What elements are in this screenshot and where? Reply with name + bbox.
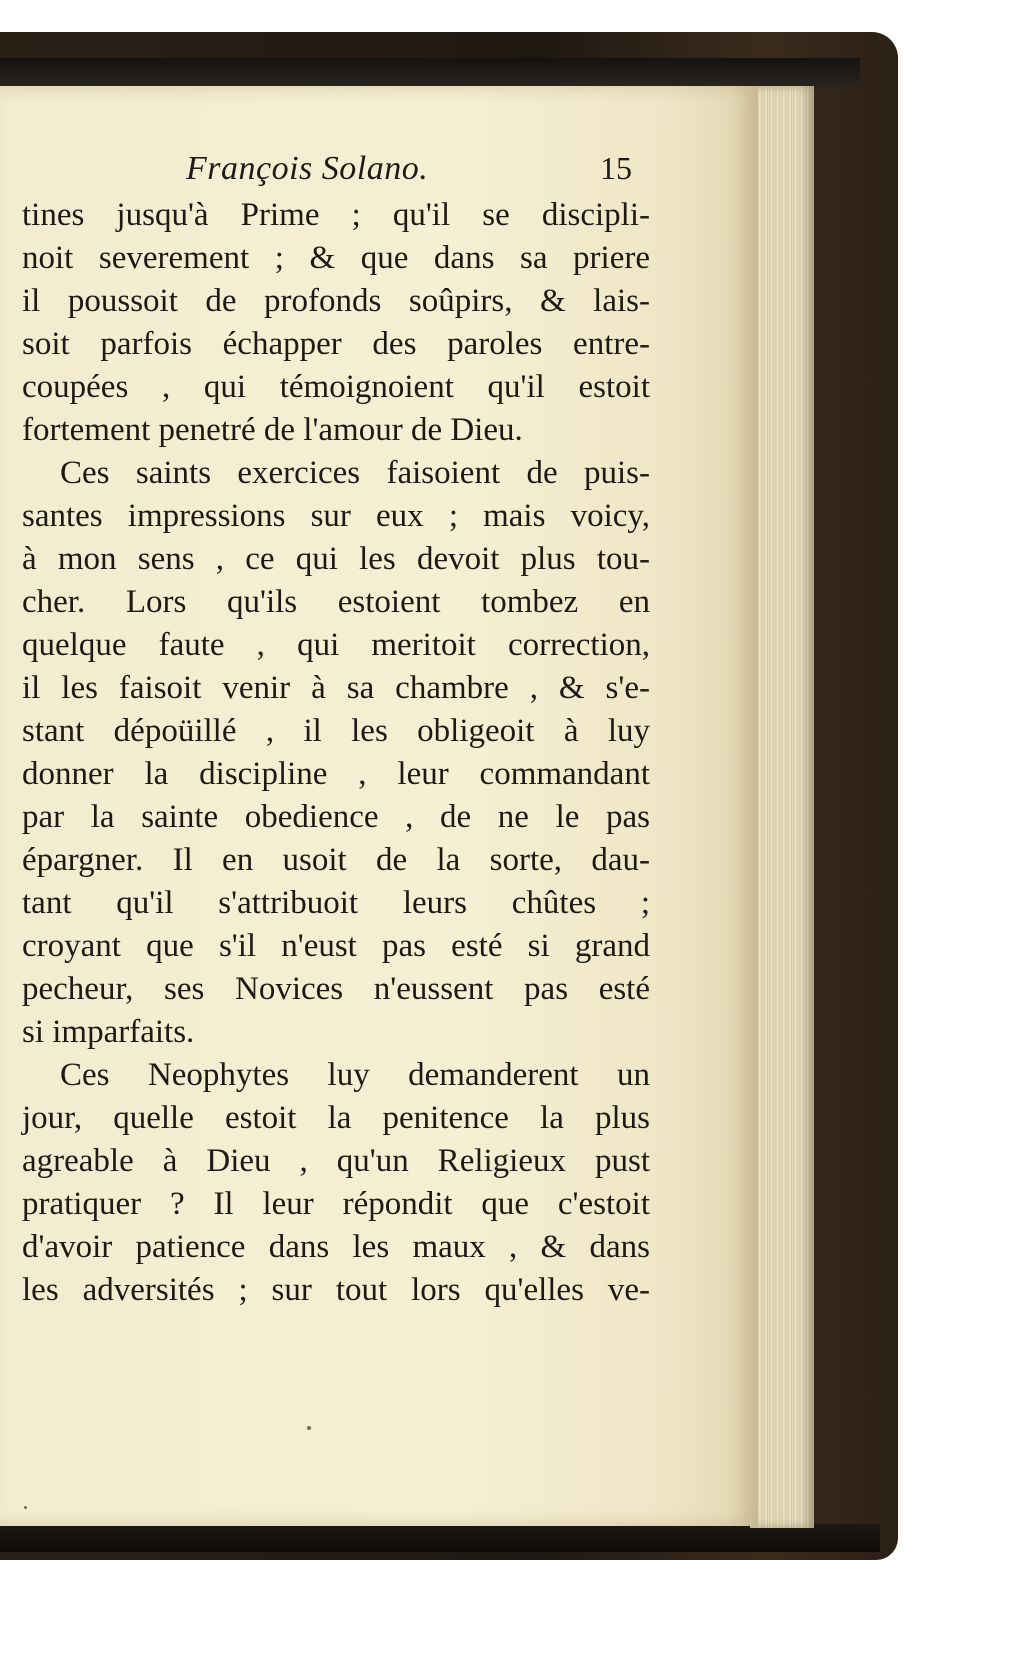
text-line: donner la discipline , leur commandant (22, 756, 650, 792)
paper-speck (307, 1426, 311, 1430)
text-line: Ces saints exercices faisoient de puis- (60, 455, 650, 491)
page-fore-edge (750, 86, 814, 1528)
running-title: François Solano. (186, 150, 429, 187)
book-cover-bottom-edge (0, 1524, 880, 1552)
text-line: pratiquer ? Il leur répondit que c'estoit (22, 1186, 650, 1222)
paragraph (22, 452, 650, 1054)
text-line: santes impressions sur eux ; mais voicy, (22, 498, 650, 534)
body-text (22, 194, 650, 1312)
text-line: croyant que s'il n'eust pas esté si grand (22, 928, 650, 964)
text-line: cher. Lors qu'ils estoient tombez en (22, 584, 650, 620)
text-line: noit severement ; & que dans sa priere (22, 240, 650, 276)
text-line: d'avoir patience dans les maux , & dans (22, 1229, 650, 1265)
text-line: jour, quelle estoit la penitence la plus (22, 1100, 650, 1136)
page-header (0, 150, 640, 198)
text-line: quelque faute , qui meritoit correction, (22, 627, 650, 663)
text-line: coupées , qui témoignoient qu'il estoit (22, 369, 650, 405)
text-line: les adversités ; sur tout lors qu'elles ve- (22, 1272, 650, 1308)
page-number: 15 (600, 150, 632, 186)
text-line: agreable à Dieu , qu'un Religieux pust (22, 1143, 650, 1179)
paragraph (22, 1054, 650, 1312)
paragraph (22, 194, 650, 452)
text-line: à mon sens , ce qui les devoit plus tou- (22, 541, 650, 577)
book-page (0, 86, 758, 1526)
text-line: fortement penetré de l'amour de Dieu. (22, 412, 523, 448)
text-line: par la sainte obedience , de ne le pas (22, 799, 650, 835)
text-line: stant dépoüillé , il les obligeoit à luy (22, 713, 650, 749)
text-line: tant qu'il s'attribuoit leurs chûtes ; (22, 885, 650, 921)
text-line: il les faisoit venir à sa chambre , & s'e- (22, 670, 650, 706)
text-line: tines jusqu'à Prime ; qu'il se discipli- (22, 197, 650, 233)
text-line: épargner. Il en usoit de la sorte, dau- (22, 842, 650, 878)
text-line: il poussoit de profonds soûpirs, & lais- (22, 283, 650, 319)
text-line: Ces Neophytes luy demanderent un (60, 1057, 650, 1093)
text-line: pecheur, ses Novices n'eussent pas esté (22, 971, 650, 1007)
book-cover-top-edge (0, 58, 860, 88)
text-line: si imparfaits. (22, 1014, 195, 1050)
text-line: soit parfois échapper des paroles entre- (22, 326, 650, 362)
paper-speck (24, 1506, 27, 1509)
